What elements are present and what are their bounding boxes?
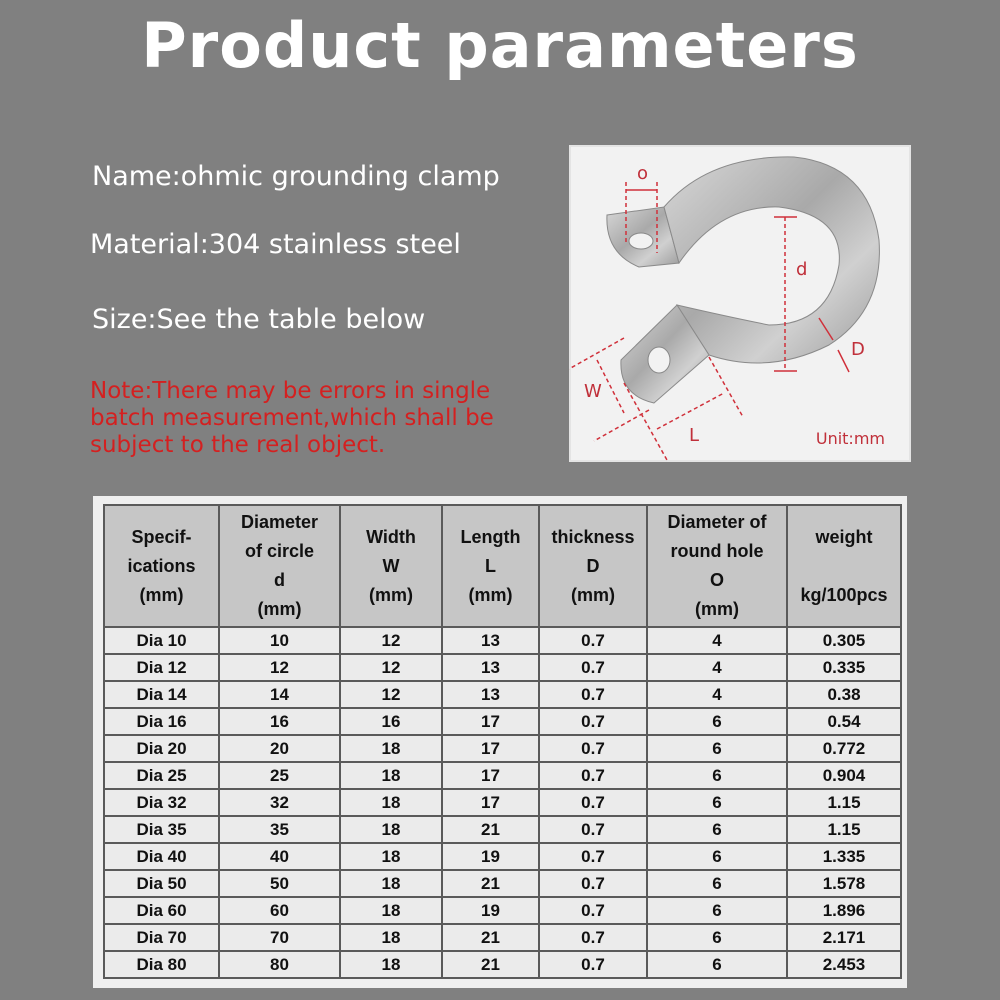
cell-thickness: 0.7 xyxy=(539,789,647,816)
cell-diameter: 50 xyxy=(219,870,340,897)
cell-spec: Dia 25 xyxy=(104,762,219,789)
cell-length: 13 xyxy=(442,627,539,654)
table-row xyxy=(104,708,901,735)
cell-weight: 2.453 xyxy=(787,951,901,978)
cell-thickness: 0.7 xyxy=(539,708,647,735)
cell-width: 18 xyxy=(340,762,442,789)
table-header-row xyxy=(104,505,901,627)
cell-length: 19 xyxy=(442,843,539,870)
cell-spec: Dia 50 xyxy=(104,870,219,897)
product-material: Material:304 stainless steel xyxy=(90,229,461,260)
cell-diameter: 12 xyxy=(219,654,340,681)
cell-thickness: 0.7 xyxy=(539,816,647,843)
cell-thickness: 0.7 xyxy=(539,735,647,762)
cell-width: 18 xyxy=(340,816,442,843)
cell-spec: Dia 40 xyxy=(104,843,219,870)
cell-weight: 0.772 xyxy=(787,735,901,762)
cell-weight: 1.335 xyxy=(787,843,901,870)
cell-thickness: 0.7 xyxy=(539,924,647,951)
cell-spec: Dia 10 xyxy=(104,627,219,654)
cell-length: 17 xyxy=(442,762,539,789)
measurement-note: Note:There may be errors in single batch measurement,which shall be subject to the real object. xyxy=(90,378,494,458)
cell-thickness: 0.7 xyxy=(539,627,647,654)
page-title: Product parameters xyxy=(141,9,859,82)
label-o: o xyxy=(637,163,649,184)
unit-label: Unit:mm xyxy=(815,429,885,448)
label-D: D xyxy=(851,339,865,360)
cell-hole: 6 xyxy=(647,789,787,816)
cell-length: 17 xyxy=(442,708,539,735)
cell-hole: 6 xyxy=(647,924,787,951)
table-row xyxy=(104,735,901,762)
header-weight: weight kg/100pcs xyxy=(787,505,901,627)
cell-spec: Dia 20 xyxy=(104,735,219,762)
cell-spec: Dia 32 xyxy=(104,789,219,816)
cell-hole: 6 xyxy=(647,735,787,762)
cell-thickness: 0.7 xyxy=(539,843,647,870)
table-row xyxy=(104,897,901,924)
cell-diameter: 70 xyxy=(219,924,340,951)
table-row xyxy=(104,762,901,789)
cell-hole: 6 xyxy=(647,816,787,843)
cell-thickness: 0.7 xyxy=(539,681,647,708)
cell-hole: 6 xyxy=(647,870,787,897)
cell-diameter: 16 xyxy=(219,708,340,735)
table-row xyxy=(104,654,901,681)
cell-weight: 2.171 xyxy=(787,924,901,951)
cell-length: 21 xyxy=(442,816,539,843)
cell-diameter: 14 xyxy=(219,681,340,708)
cell-spec: Dia 80 xyxy=(104,951,219,978)
header-specifications: Specif- ications (mm) xyxy=(104,505,219,627)
header-thickness: thickness D (mm) xyxy=(539,505,647,627)
cell-length: 21 xyxy=(442,951,539,978)
cell-diameter: 20 xyxy=(219,735,340,762)
cell-length: 13 xyxy=(442,681,539,708)
cell-width: 18 xyxy=(340,897,442,924)
spec-table xyxy=(103,504,902,979)
cell-width: 12 xyxy=(340,627,442,654)
cell-width: 18 xyxy=(340,843,442,870)
cell-length: 13 xyxy=(442,654,539,681)
cell-hole: 6 xyxy=(647,762,787,789)
cell-weight: 0.305 xyxy=(787,627,901,654)
header-round-hole: Diameter of round hole O (mm) xyxy=(647,505,787,627)
cell-length: 21 xyxy=(442,924,539,951)
cell-width: 18 xyxy=(340,735,442,762)
cell-spec: Dia 14 xyxy=(104,681,219,708)
cell-thickness: 0.7 xyxy=(539,654,647,681)
cell-length: 17 xyxy=(442,735,539,762)
cell-weight: 1.15 xyxy=(787,816,901,843)
cell-diameter: 10 xyxy=(219,627,340,654)
label-d: d xyxy=(796,259,808,280)
cell-diameter: 60 xyxy=(219,897,340,924)
table-row xyxy=(104,924,901,951)
clamp-diagram xyxy=(569,145,911,462)
cell-spec: Dia 12 xyxy=(104,654,219,681)
table-row xyxy=(104,681,901,708)
cell-diameter: 25 xyxy=(219,762,340,789)
cell-diameter: 80 xyxy=(219,951,340,978)
product-name: Name:ohmic grounding clamp xyxy=(92,161,500,192)
cell-hole: 6 xyxy=(647,897,787,924)
cell-width: 18 xyxy=(340,951,442,978)
label-L: L xyxy=(689,425,700,446)
cell-weight: 1.896 xyxy=(787,897,901,924)
cell-weight: 1.578 xyxy=(787,870,901,897)
cell-width: 12 xyxy=(340,654,442,681)
label-W: W xyxy=(584,381,602,402)
cell-hole: 4 xyxy=(647,654,787,681)
header-width: Width W (mm) xyxy=(340,505,442,627)
cell-width: 18 xyxy=(340,870,442,897)
cell-hole: 4 xyxy=(647,681,787,708)
cell-thickness: 0.7 xyxy=(539,951,647,978)
cell-width: 18 xyxy=(340,789,442,816)
cell-diameter: 32 xyxy=(219,789,340,816)
cell-spec: Dia 35 xyxy=(104,816,219,843)
table-row xyxy=(104,951,901,978)
header-length: Length L (mm) xyxy=(442,505,539,627)
cell-hole: 6 xyxy=(647,951,787,978)
table-row xyxy=(104,870,901,897)
cell-spec: Dia 70 xyxy=(104,924,219,951)
cell-weight: 0.904 xyxy=(787,762,901,789)
cell-thickness: 0.7 xyxy=(539,870,647,897)
cell-width: 18 xyxy=(340,924,442,951)
table-row xyxy=(104,789,901,816)
table-row xyxy=(104,843,901,870)
cell-weight: 0.38 xyxy=(787,681,901,708)
cell-length: 21 xyxy=(442,870,539,897)
cell-spec: Dia 60 xyxy=(104,897,219,924)
cell-diameter: 35 xyxy=(219,816,340,843)
cell-length: 19 xyxy=(442,897,539,924)
header-diameter-of-circle: Diameter of circle d (mm) xyxy=(219,505,340,627)
cell-thickness: 0.7 xyxy=(539,897,647,924)
cell-hole: 4 xyxy=(647,627,787,654)
cell-thickness: 0.7 xyxy=(539,762,647,789)
cell-weight: 0.54 xyxy=(787,708,901,735)
cell-length: 17 xyxy=(442,789,539,816)
cell-width: 12 xyxy=(340,681,442,708)
product-size: Size:See the table below xyxy=(92,304,426,335)
cell-spec: Dia 16 xyxy=(104,708,219,735)
cell-weight: 0.335 xyxy=(787,654,901,681)
table-row xyxy=(104,627,901,654)
clamp-illustration xyxy=(569,145,911,462)
table-row xyxy=(104,816,901,843)
cell-hole: 6 xyxy=(647,843,787,870)
cell-diameter: 40 xyxy=(219,843,340,870)
cell-width: 16 xyxy=(340,708,442,735)
cell-hole: 6 xyxy=(647,708,787,735)
cell-weight: 1.15 xyxy=(787,789,901,816)
